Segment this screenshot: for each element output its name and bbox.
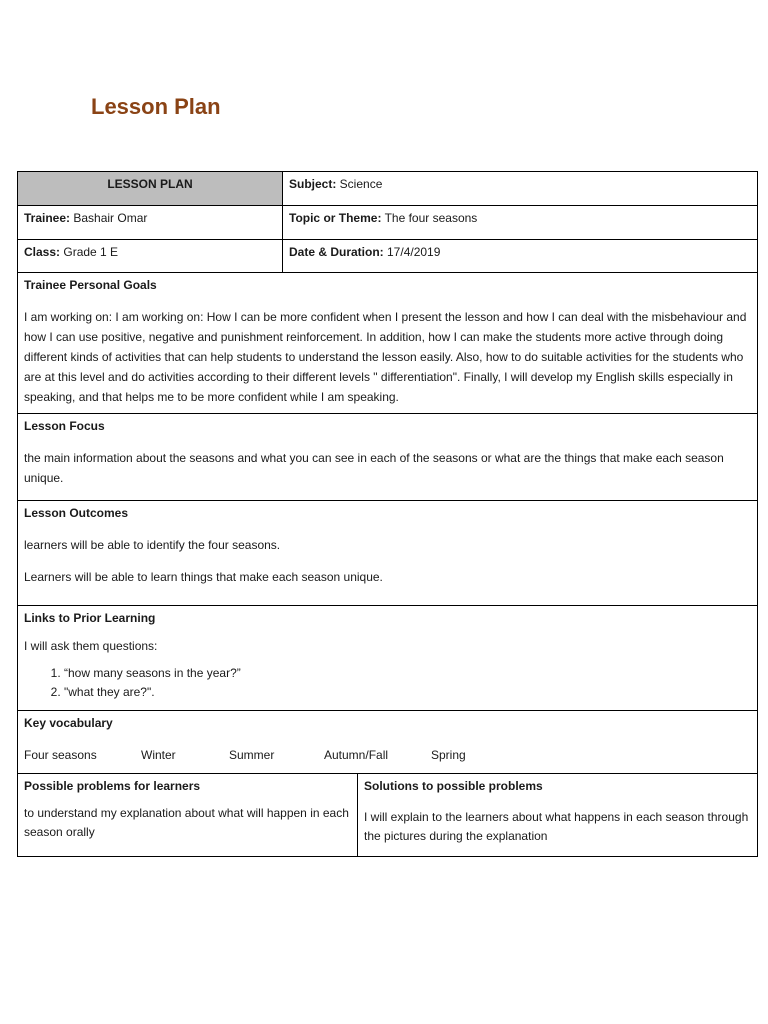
lesson-plan-label: LESSON PLAN	[107, 177, 193, 191]
prior-learning-section	[18, 606, 758, 711]
solutions-heading: Solutions to possible problems	[364, 779, 543, 793]
personal-goals-text: I am working on: I am working on: How I can be more confident when I present the lesson and how I can deal with the misbehaviour and how I can use positive, negative and punishment reinforcement. In addition, how I can make the students more active through doing different kinds of activities that can help students to understand the lesson easily. Also, how to do suitable activities for the students who are at this level and do activities according to their different levels " differentiation". Finally, I will develop my English skills especially in speaking, and that helps me to be more confident while I am speaking.	[24, 310, 747, 404]
trainee-cell	[18, 206, 283, 240]
list-item: 2. "what they are?".	[64, 683, 751, 702]
topic-cell	[283, 206, 758, 240]
personal-goals-heading: Trainee Personal Goals	[24, 278, 157, 292]
key-vocabulary-heading: Key vocabulary	[24, 716, 113, 730]
lesson-focus-section	[18, 414, 758, 501]
prior-learning-heading: Links to Prior Learning	[24, 611, 156, 625]
document-title: Lesson Plan	[91, 94, 221, 119]
personal-goals-section	[18, 273, 758, 414]
possible-problems-section	[18, 774, 358, 857]
lesson-outcomes-section	[18, 501, 758, 606]
trainee-label: Trainee:	[24, 211, 71, 225]
vocabulary-word: Four seasons	[24, 748, 97, 762]
possible-problems-heading: Possible problems for learners	[24, 779, 201, 793]
vocabulary-word: Summer	[229, 748, 275, 762]
class-value: Grade 1 E	[60, 245, 119, 259]
subject-label: Subject:	[289, 177, 337, 191]
solutions-section	[358, 774, 758, 857]
lesson-focus-heading: Lesson Focus	[24, 419, 105, 433]
vocabulary-row	[24, 745, 751, 771]
outcome-item: Learners will be able to learn things that make each season unique.	[24, 570, 383, 584]
vocabulary-word: Winter	[141, 748, 176, 762]
subject-value: Science	[336, 177, 383, 191]
prior-questions-list	[24, 664, 751, 708]
topic-label: Topic or Theme:	[289, 211, 382, 225]
vocabulary-word: Autumn/Fall	[324, 748, 389, 762]
date-value: 17/4/2019	[383, 245, 441, 259]
vocabulary-word: Spring	[431, 748, 466, 762]
lesson-focus-text: the main information about the seasons and what you can see in each of the seasons or what are the things that make each season unique.	[24, 451, 724, 485]
class-cell	[18, 240, 283, 273]
lesson-plan-header-cell	[18, 172, 283, 206]
class-label: Class:	[24, 245, 61, 259]
possible-problems-text: to understand my explanation about what will happen in each season orally	[24, 806, 349, 839]
trainee-value: Bashair Omar	[70, 211, 148, 225]
prior-learning-intro: I will ask them questions:	[24, 639, 158, 653]
subject-cell	[283, 172, 758, 206]
date-label: Date & Duration:	[289, 245, 384, 259]
topic-value: The four seasons	[381, 211, 478, 225]
list-item: 1. “how many seasons in the year?”	[64, 664, 751, 683]
key-vocabulary-section	[18, 711, 758, 774]
lesson-outcomes-heading: Lesson Outcomes	[24, 506, 129, 520]
outcome-item: learners will be able to identify the four seasons.	[24, 538, 281, 552]
solutions-text: I will explain to the learners about what happens in each season through the pictures during the explanation	[364, 810, 749, 843]
lesson-plan-table	[17, 171, 758, 857]
date-cell	[283, 240, 758, 273]
